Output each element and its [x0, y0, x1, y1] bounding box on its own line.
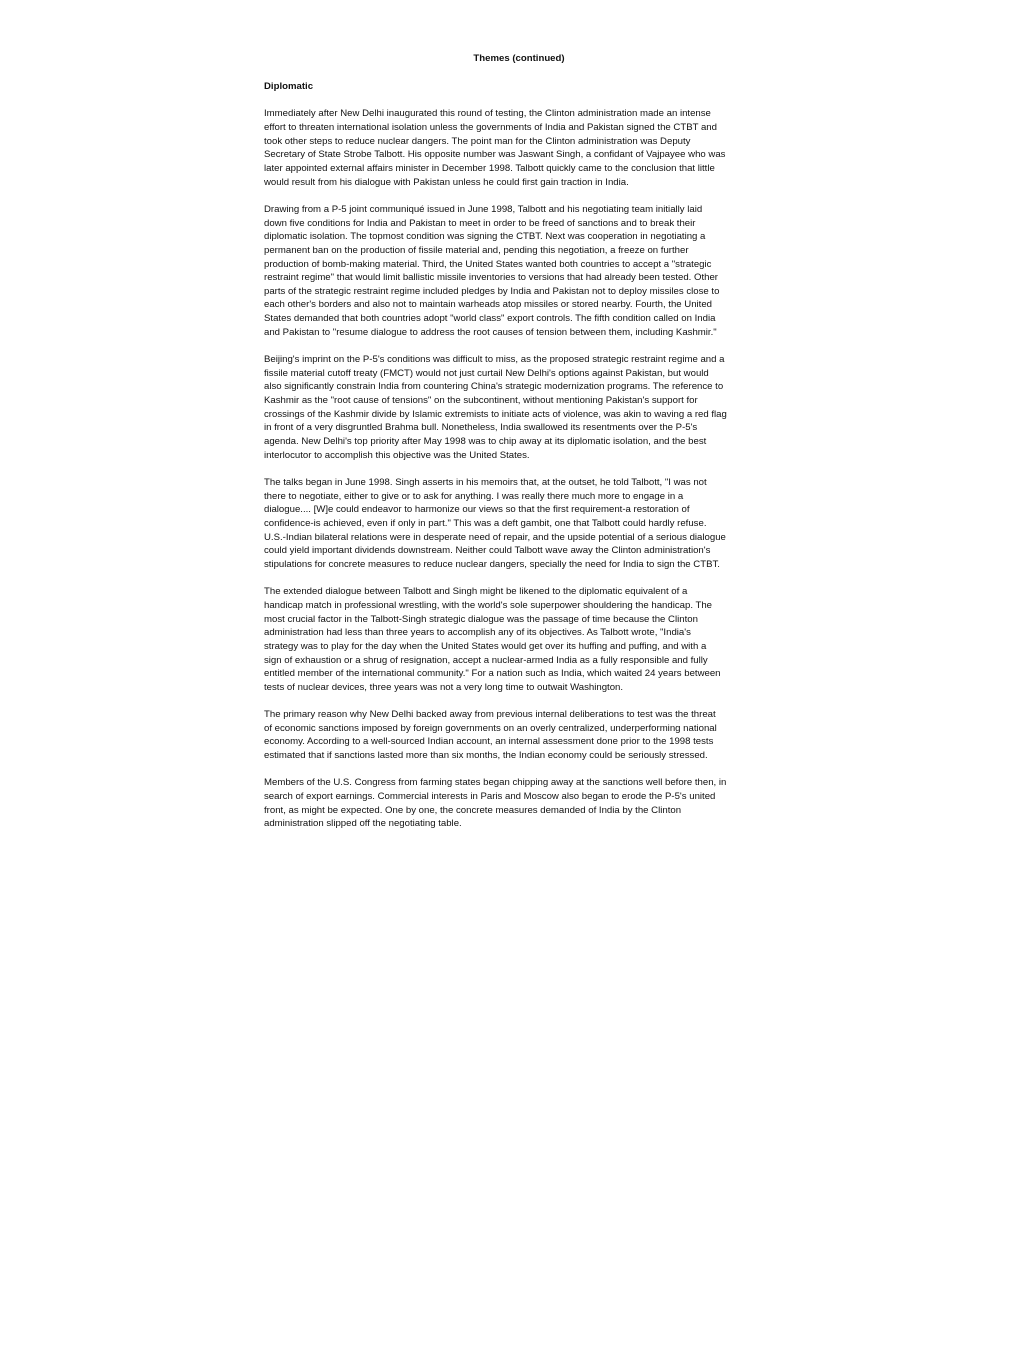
text-line: sign of exhaustion or a shrug of resignation, accept a nuclear-armed India as a fully responsible and fully [264, 654, 708, 666]
text-line: most crucial factor in the Talbott-Singh strategic dialogue was the passage of time because the Clinton [264, 613, 698, 625]
text-line: States demanded that both countries adopt "world class" export controls. The fifth condition called on India [264, 313, 716, 325]
text-line: dialogue.... [W]e could endeavor to harmonize our views so that the first requirement-a restoration of [264, 504, 690, 516]
text-line: The talks began in June 1998. Singh asserts in his memoirs that, at the outset, he told Talbott, "I was not [264, 476, 707, 488]
text-line: parts of the strategic restraint regime included pledges by India and Pakistan not to deploy missiles close to [264, 285, 720, 297]
text-line: tests of nuclear devices, three years was not a very long time to outwait Washington. [264, 681, 624, 693]
text-line: diplomatic isolation. The topmost condition was signing the CTBT. Next was cooperation in negotiating a [264, 231, 706, 243]
text-line: strategy was to play for the day when the United States would get over its huffing and puffing, and with a [264, 640, 707, 652]
text-line: U.S.-Indian bilateral relations were in desperate need of repair, and the upside potential of a serious dialogue [264, 531, 726, 543]
text-line: also significantly constrain India from countering China's strategic modernization programs. The reference to [264, 381, 724, 393]
text-line: confidence-is achieved, even if only in part." This was a deft gambit, one that Talbott could hardly refuse. [264, 517, 707, 529]
text-line: search of export earnings. Commercial interests in Paris and Moscow also began to erode the P-5's united [264, 791, 716, 803]
text-line: administration had less than three years to accomplish any of its objectives. As Talbott wrote, "India's [264, 627, 691, 639]
section-heading: Diplomatic [264, 80, 314, 92]
text-line: entitled member of the international community." For a nation such as India, which waited 24 years between [264, 668, 721, 680]
text-line: handicap match in professional wrestling, with the world's sole superpower shouldering the handicap. The [264, 599, 713, 611]
paragraph [264, 107, 774, 189]
text-line: The extended dialogue between Talbott and Singh might be likened to the diplomatic equivalent of a [264, 586, 688, 598]
text-line: there to negotiate, either to give or to ask for anything. I was really there much more to engage in a [264, 490, 684, 502]
paragraph [264, 203, 774, 340]
text-line: Secretary of State Strobe Talbott. His opposite number was Jaswant Singh, a confidant of Vajpayee who was [264, 149, 726, 161]
text-line: in front of a very disgruntled Brahma bull. Nonetheless, India swallowed its resentments over the P-5's [264, 422, 698, 434]
paragraph [264, 353, 774, 462]
text-line: of economic sanctions imposed by foreign governments on an overly centralized, underperforming national [264, 722, 717, 734]
text-line: down five conditions for India and Pakistan to meet in order to be freed of sanctions and to break their [264, 217, 696, 229]
text-line: administration slipped off the negotiating table. [264, 818, 462, 830]
text-line: front, as might be expected. One by one, the concrete measures demanded of India by the Clinton [264, 804, 682, 816]
text-line: Drawing from a P-5 joint communiqué issued in June 1998, Talbott and his negotiating team initially laid [264, 203, 703, 215]
page-title: Themes (continued) [473, 53, 565, 64]
text-line: Beijing's imprint on the P-5's conditions was difficult to miss, as the proposed strategic restraint regime and a [264, 354, 725, 366]
text-line: Immediately after New Delhi inaugurated this round of testing, the Clinton administration made an intense [264, 108, 711, 120]
paragraph [264, 476, 774, 572]
text-line: took other steps to reduce nuclear dangers. The point man for the Clinton administration was Deputy [264, 135, 691, 147]
text-line: interlocutor to accomplish this objective was the United States. [264, 449, 530, 461]
document-page [264, 52, 774, 845]
text-line: later appointed external affairs minister in December 1998. Talbott quickly came to the conclusion that little [264, 162, 715, 174]
text-line: permanent ban on the production of fissile material and, pending this negotiation, a freeze on further [264, 244, 689, 256]
text-line: agenda. New Delhi's top priority after May 1998 was to chip away at its diplomatic isolation, and the best [264, 436, 707, 448]
body-text [264, 107, 774, 831]
text-line: and Pakistan to "resume dialogue to address the root causes of tension between them, including Kashmir." [264, 326, 717, 338]
text-line: crossings of the Kashmir divide by Islamic extremists to initiate acts of violence, was akin to waving a red flag [264, 408, 727, 420]
paragraph [264, 776, 774, 831]
text-line: production of bomb-making material. Third, the United States wanted both countries to accept a "strategic [264, 258, 712, 270]
text-line: economy. According to a well-sourced Indian account, an internal assessment done prior to the 1998 tests [264, 736, 714, 748]
text-line: Members of the U.S. Congress from farming states began chipping away at the sanctions well before then, in [264, 777, 727, 789]
text-line: fissile material cutoff treaty (FMCT) would not just curtail New Delhi's options against Pakistan, but would [264, 367, 709, 379]
text-line: would result from his dialogue with Pakistan unless he could first gain traction in India. [264, 176, 629, 188]
text-line: estimated that if sanctions lasted more than six months, the Indian economy could be seriously stressed. [264, 750, 708, 762]
text-line: each other's borders and also not to maintain warheads atop missiles or stored nearby. Fourth, the United [264, 299, 713, 311]
text-line: The primary reason why New Delhi backed away from previous internal deliberations to test was the threat [264, 709, 716, 721]
text-line: effort to threaten international isolation unless the governments of India and Pakistan signed the CTBT and [264, 121, 717, 133]
text-line: Kashmir as the "root cause of tensions" on the subcontinent, without mentioning Pakistan's support for [264, 395, 698, 407]
text-line: could yield important dividends downstream. Neither could Talbott wave away the Clinton administration's [264, 545, 711, 557]
text-line: stipulations for concrete measures to reduce nuclear dangers, specially the need for India to sign the CTBT. [264, 558, 720, 570]
text-line: restraint regime" that would limit ballistic missile inventories to versions that had already been tested. Other [264, 272, 718, 284]
paragraph [264, 585, 774, 694]
paragraph [264, 708, 774, 763]
